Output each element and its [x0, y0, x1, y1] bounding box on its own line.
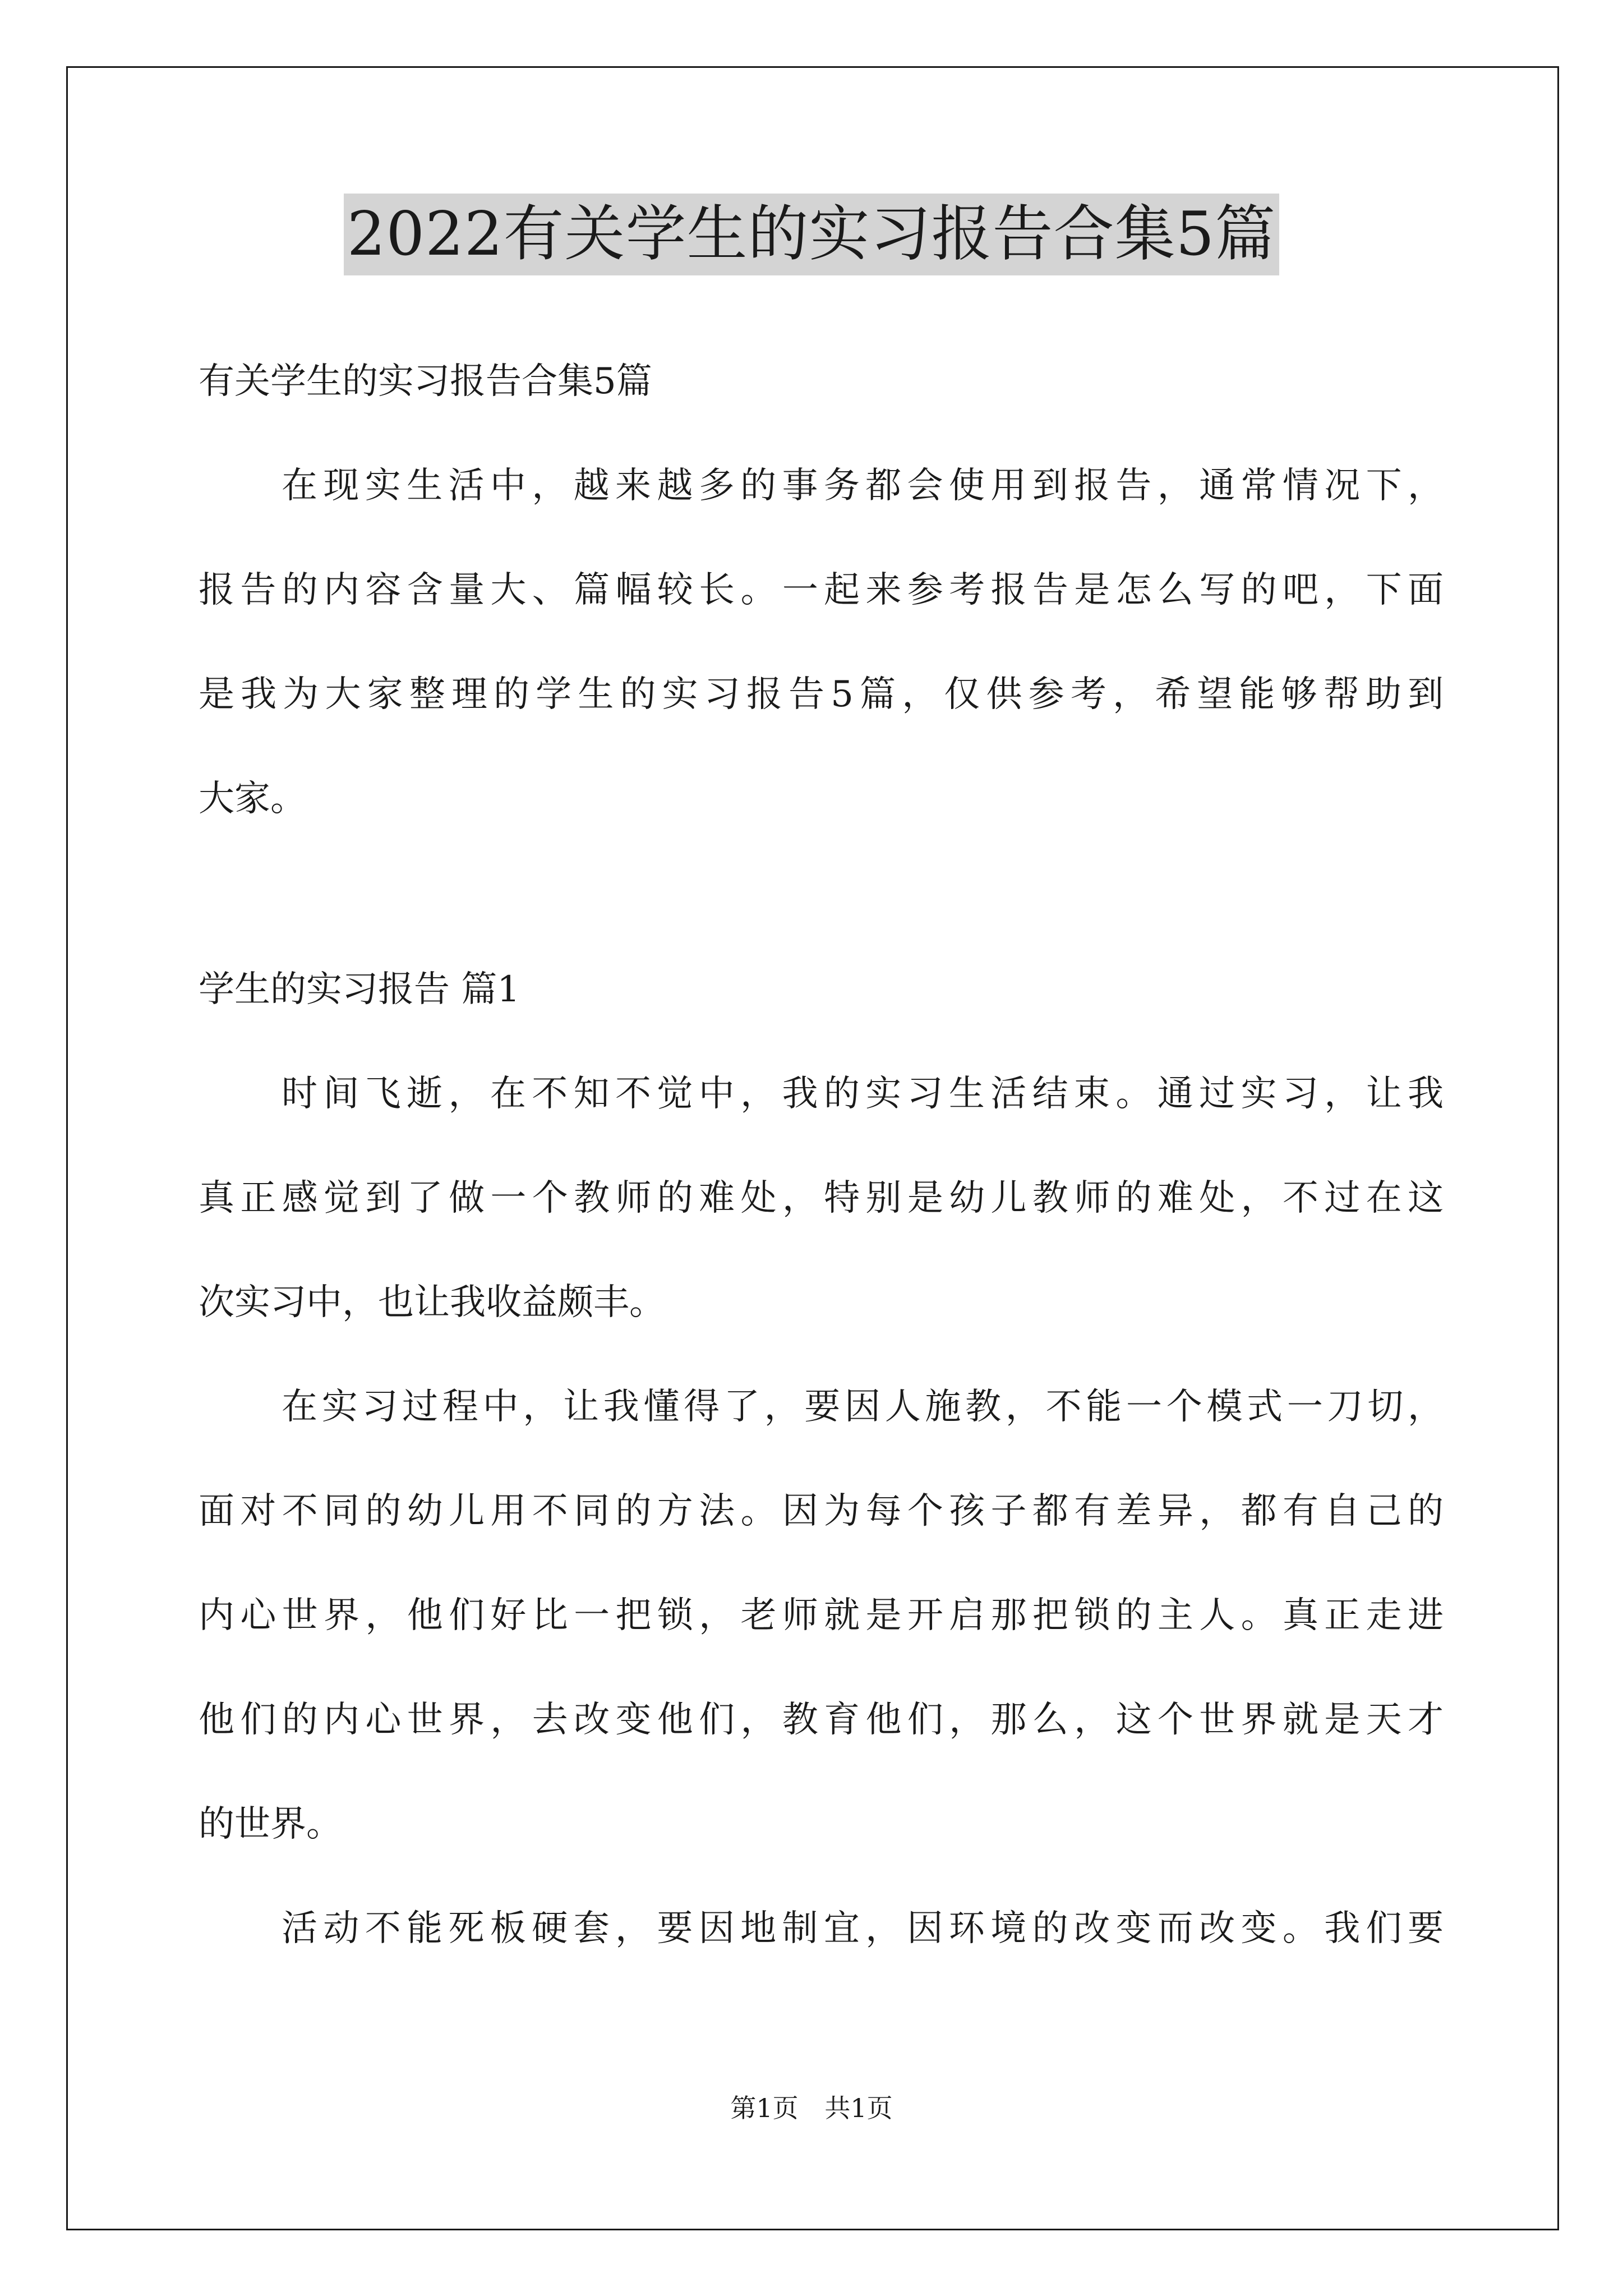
page-footer [0, 2091, 1623, 2125]
paragraph-line [199, 1165, 1444, 1269]
paragraph-line-text: 在实习过程中，让我懂得了，要因人施教，不能一个模式一刀切， [282, 1386, 1444, 1428]
paragraph-line-text: 时间飞逝，在不知不觉中，我的实习生活结束。通过实习，让我 [282, 1073, 1444, 1115]
intro-line [199, 452, 1444, 556]
paragraph-line-text: 他们的内心世界，去改变他们，教育他们，那么，这个世界就是天才 [199, 1699, 1444, 1741]
intro-line-text: 是我为大家整理的学生的实习报告5篇，仅供参考，希望能够帮助到 [199, 674, 1444, 715]
paragraph-line: 的世界。 [199, 1803, 342, 1845]
paragraph-line [199, 1895, 1444, 1999]
intro-line-text: 报告的内容含量大、篇幅较长。一起来参考报告是怎么写的吧，下面 [199, 569, 1444, 611]
intro-line [199, 556, 1444, 661]
intro-line [199, 661, 1444, 765]
paragraph-line [199, 1686, 1444, 1791]
paragraph-line [199, 1373, 1444, 1478]
paragraph-line: 次实习中，也让我收益颇丰。 [199, 1282, 665, 1323]
paragraph-line-text: 真正感觉到了做一个教师的难处，特别是幼儿教师的难处，不过在这 [199, 1177, 1444, 1219]
document-title: 2022有关学生的实习报告合集5篇 [344, 194, 1280, 275]
intro-line: 大家。 [199, 778, 306, 820]
paragraph-line-text: 面对不同的幼儿用不同的方法。因为每个孩子都有差异，都有自己的 [199, 1490, 1444, 1532]
section-heading: 学生的实习报告 篇1 [199, 969, 520, 1010]
page-number: 第1页 [730, 2093, 799, 2123]
document-subtitle: 有关学生的实习报告合集5篇 [199, 361, 652, 402]
document-body [199, 348, 1444, 1999]
intro-line-text: 在现实生活中，越来越多的事务都会使用到报告，通常情况下， [282, 465, 1444, 507]
paragraph-line [199, 1582, 1444, 1686]
title-wrap [0, 194, 1623, 275]
paragraph-line [199, 1478, 1444, 1582]
paragraph-line [199, 1060, 1444, 1165]
paragraph-line-text: 内心世界，他们好比一把锁，老师就是开启那把锁的主人。真正走进 [199, 1595, 1444, 1636]
paragraph-line-text: 活动不能死板硬套，要因地制宜，因环境的改变而改变。我们要 [282, 1908, 1444, 1949]
page-total: 共1页 [824, 2093, 893, 2123]
